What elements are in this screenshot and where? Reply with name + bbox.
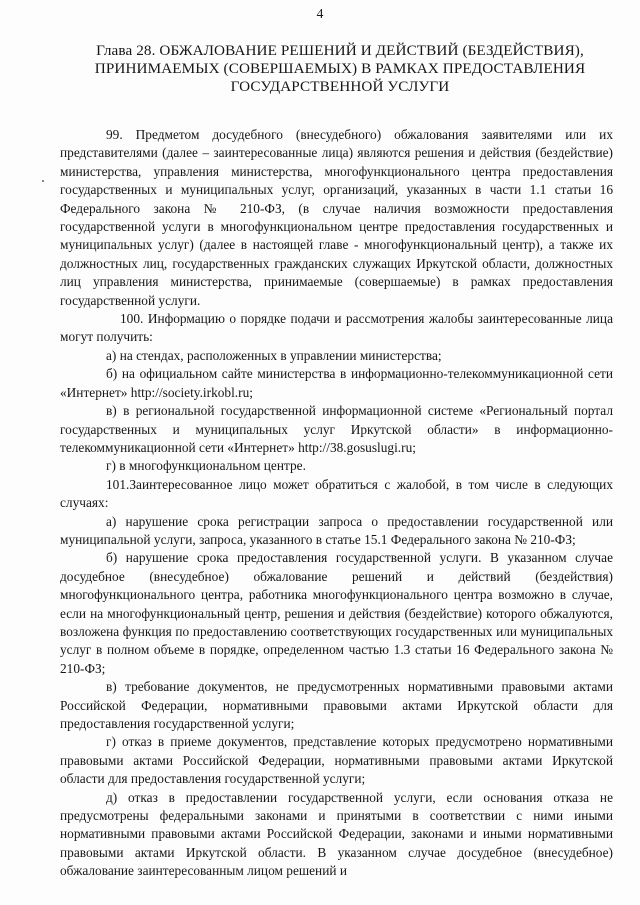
case-item-v: в) требование документов, не предусмотренных нормативными правовыми актами Российской Федерации, нормативными правовыми актами Иркутской области для предоставления государственной услуги; [60,679,613,731]
list-item-g: г) в многофункциональном центре. [106,458,306,474]
list-item-v: в) в региональной государственной информационной системе «Региональный портал государственных и муниципальных услуг Иркутской области» в информационно-телекоммуникационной сети «Интернет» http://38.gosuslugi.ru; [60,403,613,455]
chapter-title-line: Глава 28. ОБЖАЛОВАНИЕ РЕШЕНИЙ И ДЕЙСТВИЙ (БЕЗДЕЙСТВИЯ), [96,42,584,59]
scan-dot [42,180,44,182]
page-number: 4 [316,6,324,21]
case-item-g: г) отказ в приеме документов, представление которых предусмотрено нормативными правовыми актами Российской Федерации, нормативными правовыми актами Иркутской области для предоставления государственной услуги; [60,734,613,787]
paragraph-100: 100. Информацию о порядке подачи и рассмотрения жалобы заинтересованные лица могут получить: [60,311,613,345]
case-item-a: а) нарушение срока регистрации запроса о предоставлении государственной или муниципальной услуги, запроса, указанного в статье 15.1 Федерального закона № 210-ФЗ; [60,513,613,547]
case-item-d: д) отказ в предоставлении государственной услуги, если основания отказа не предусмотрены федеральными законами и принятыми в соответствии с ними иными нормативными правовыми актами Российской Федерации, законами и иными нормативными правовыми актами Иркутской области. В указанном случае досудебное (внесудебное) обжалование заинтересованным лицом решений и [60,789,613,879]
chapter-title-line: ПРИНИМАЕМЫХ (СОВЕРШАЕМЫХ) В РАМКАХ ПРЕДОСТАВЛЕНИЯ [94,60,586,77]
chapter-title-line: ГОСУДАРСТВЕННОЙ УСЛУГИ [230,78,450,95]
paragraph-101: 101.Заинтересованное лицо может обратиться с жалобой, в том числе в следующих случаях: [60,476,613,511]
paragraph-99: 99. Предметом досудебного (внесудебного) обжалования заявителями или их представителями (далее – заинтересованные лица) являются решения и действия (бездействие) министерства, управления министерства, многофункционального центра предоставления государственных и муниципальных услуг, организаций, указанных в части 1.1 статьи 16 Федерального закона № 210-ФЗ, (в случае наличия возможности предоставления государственной услуги в многофункциональном центре предоставления государственных и муниципальных услуг) (далее в настоящей главе - многофункциональный центр), а также их должностных лиц, государственных гражданских служащих Иркутской области, должностных лиц управления министерства, принимаемые (совершаемые) в рамках предоставления государственной услуги. [60,127,613,308]
list-item-a: а) на стендах, расположенных в управлении министерства; [106,347,442,363]
case-item-b: б) нарушение срока предоставления государственной услуги. В указанном случае досудебное (внесудебное) обжалование решений и действий (бездействия) многофункционального центра, работника многофункционального центра возможно в случае, если на многофункциональный центр, решения и действия (бездействие) которого обжалуются, возложена функция по предоставлению соответствующих государственных или муниципальных услуг в полном объеме в порядке, определенном частью 1.3 статьи 16 Федерального закона № 210-ФЗ; [60,550,613,676]
chapter-title [60,42,620,96]
body-text [60,126,613,881]
list-item-b: б) на официальном сайте министерства в информационно-телекоммуникационной сети «Интернет» http://society.irkobl.ru; [60,366,613,400]
